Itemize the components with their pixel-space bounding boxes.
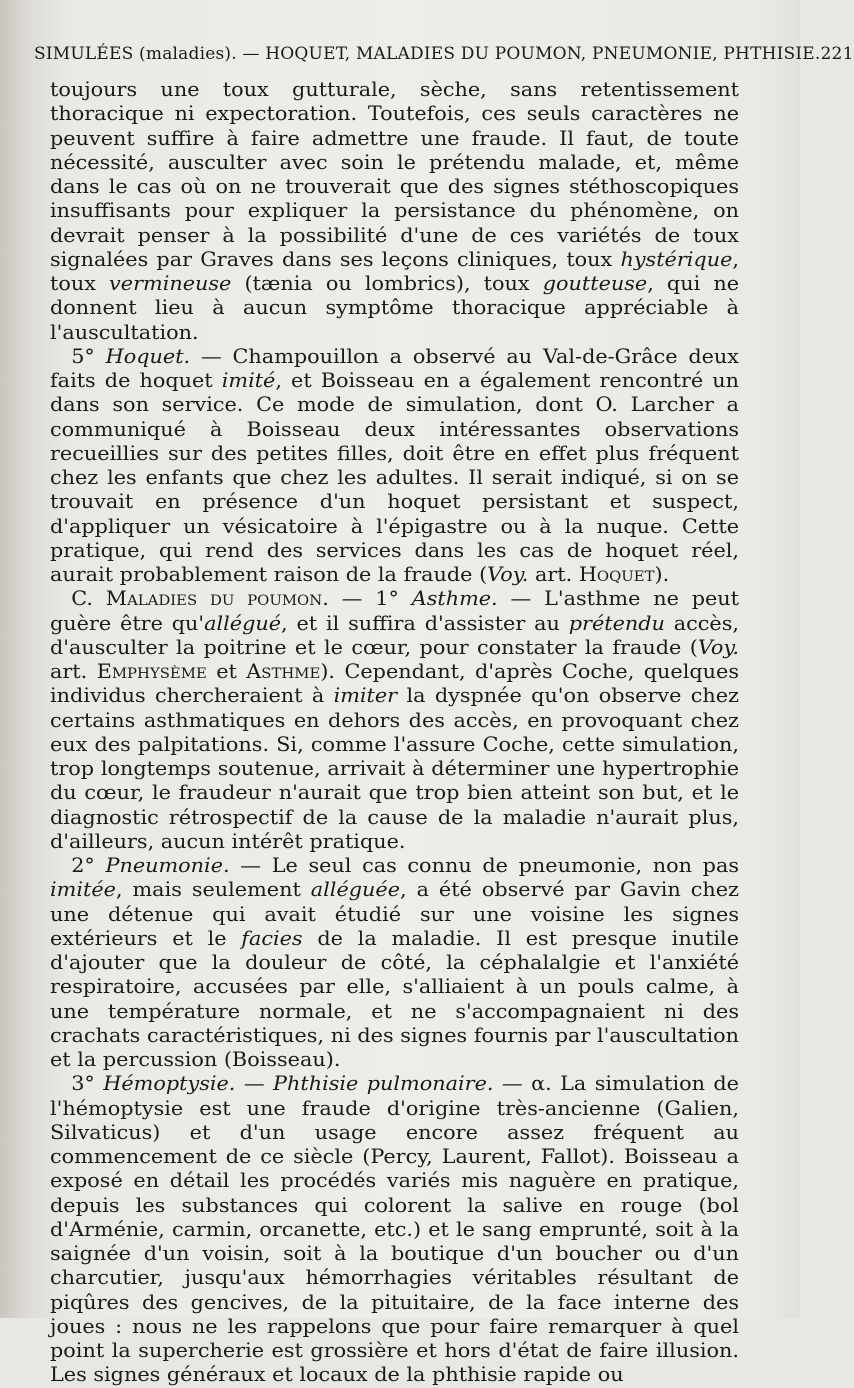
- text-run: 2°: [71, 854, 106, 877]
- text-run: . — 1°: [322, 587, 412, 611]
- italic-text: Hoquet.: [105, 344, 191, 368]
- italic-text: vermineuse: [109, 272, 232, 295]
- text-run: accès, d'ausculter la poitrine et le cœur, pour constater la fraude (: [50, 611, 739, 659]
- text-run: —: [235, 1072, 274, 1096]
- paragraph: [50, 854, 739, 1072]
- small-caps-text: Asthme: [246, 660, 321, 683]
- text-run: — α. La simulation de l'hémoptysie est une fraude d'origine très-ancienne (Galien, Silvaticus) et d'un usage encore assez fréquent au commencement de ce siècle (Percy, Laurent, Fallot). Boisseau a exposé en détail les procédés variés mis naguère en pratique, depuis les substances qui colorent la salive en rouge (bol d'Arménie, carmin, orcanette, etc.) et le sang emprunté, soit à la saignée d'un voisin, soit à la boutique d'un boucher ou d'un charcutier, jusqu'aux hémorrhagies véritables résultant de piqûres des gencives, de la pituitaire, de la face interne des joues : nous ne les rappelons que pour faire remarquer à quel point la supercherie est grossière et hors d'état de faire illusion. Les signes généraux et locaux de la phthisie rapide ou: [50, 1072, 739, 1387]
- small-caps-text: Emphysème: [96, 660, 207, 683]
- text-run: ). Cependant, d'après Coche, quelques individus chercheraient à: [50, 660, 739, 708]
- text-run: art.: [50, 660, 97, 683]
- text-run: ).: [654, 563, 670, 586]
- text-run: (tænia ou lombrics), toux: [231, 272, 543, 295]
- text-run: toujours une toux gutturale, sèche, sans retentissement thoracique ni expectoration. Toutefois, ces seuls caractères ne peuvent suffire à faire admettre une fraude. Il faut, de toute nécessité, ausculter avec soin le prétendu malade, et, même dans le cas où on ne trouverait que des signes stéthoscopiques insuffisants pour expliquer la persistance du phénomène, on devrait penser à la possibilité d'une de ces variétés de toux signalées par Graves dans ses leçons cliniques, toux: [50, 78, 739, 271]
- text-run: , qui ne donnent lieu à aucun symptôme thoracique appréciable à l'auscultation.: [50, 272, 740, 344]
- italic-text: Pneumonie.: [105, 854, 230, 877]
- italic-text: imitée: [50, 878, 116, 902]
- text-run: art.: [528, 563, 579, 586]
- italic-text: imiter: [333, 684, 398, 708]
- italic-text: goutteuse: [542, 272, 648, 295]
- italic-text: facies: [241, 926, 303, 950]
- body-text: [50, 78, 739, 1388]
- running-title: SIMULÉES (maladies). — HOQUET, MALADIES DU POUMON, PNEUMONIE, PHTHISIE.: [34, 44, 821, 64]
- text-run: 5°: [71, 344, 106, 368]
- text-run: la dyspnée qu'on observe chez certains asthmatiques en dehors des accès, en provoquant chez eux des palpitations. Si, comme l'assure Coche, cette simulation, trop longtemps soutenue, arrivait à déterminer une hypertrophie du cœur, le fraudeur n'aurait que trop bien atteint son but, et le diagnostic rétrospectif de la cause de la maladie n'aurait plus, d'ailleurs, aucun intérêt pratique.: [50, 684, 739, 853]
- paragraph: [50, 78, 739, 345]
- paragraph: [50, 1072, 739, 1387]
- italic-text: Voy.: [697, 635, 739, 659]
- small-caps-text: Hoquet: [578, 563, 655, 586]
- page-number: 221: [820, 44, 854, 64]
- italic-text: Asthme.: [411, 587, 498, 611]
- text-run: C.: [71, 587, 106, 611]
- italic-text: allégué: [204, 611, 282, 635]
- text-run: — Le seul cas connu de pneumonie, non pas: [229, 854, 739, 877]
- text-run: , toux: [50, 247, 739, 295]
- text-run: , mais seulement: [115, 878, 311, 902]
- text-run: — L'asthme ne peut guère être qu': [50, 587, 740, 635]
- text-run: , a été observé par Gavin chez une détenue qui avait étudié sur une voisine les signes extérieurs et le: [50, 878, 739, 950]
- paragraph: [50, 587, 739, 854]
- text-run: 3°: [71, 1072, 104, 1096]
- italic-text: prétendu: [568, 611, 665, 635]
- text-run: , et il suffira d'assister au: [281, 611, 569, 635]
- italic-text: hystérique: [620, 247, 733, 271]
- running-header: [34, 44, 854, 64]
- text-run: et: [206, 660, 247, 683]
- italic-text: Voy.: [487, 563, 529, 586]
- text-run: — Champouillon a observé au Val-de-Grâce deux faits de hoquet: [50, 344, 739, 392]
- italic-text: Hémoptysie.: [103, 1072, 236, 1096]
- italic-text: alléguée: [310, 878, 400, 902]
- text-run: de la maladie. Il est presque inutile d'ajouter que la douleur de côté, la céphalalgie et l'anxiété respiratoire, accusées par elle, s'alliaient à un pouls calme, à une température normale, et ne s'accompagnaient ni des crachats caractéristiques, ni des signes fournis par l'auscultation et la percussion (Boisseau).: [50, 926, 739, 1071]
- italic-text: imité: [221, 369, 276, 392]
- paragraph: [50, 345, 739, 588]
- text-run: , et Boisseau en a également rencontré un dans son service. Ce mode de simulation, dont O. Larcher a communiqué à Boisseau deux intéressantes observations recueillies sur des petites filles, doit être en effet plus fréquent chez les enfants que chez les adultes. Il serait indiqué, si on se trouvait en présence d'un hoquet persistant et suspect, d'appliquer un vésicatoire à l'épigastre ou à la nuque. Cette pratique, qui rend des services dans les cas de hoquet réel, aurait probablement raison de la fraude (: [50, 369, 740, 586]
- small-caps-text: Maladies du poumon: [105, 587, 323, 611]
- italic-text: Phthisie pulmonaire.: [273, 1072, 494, 1096]
